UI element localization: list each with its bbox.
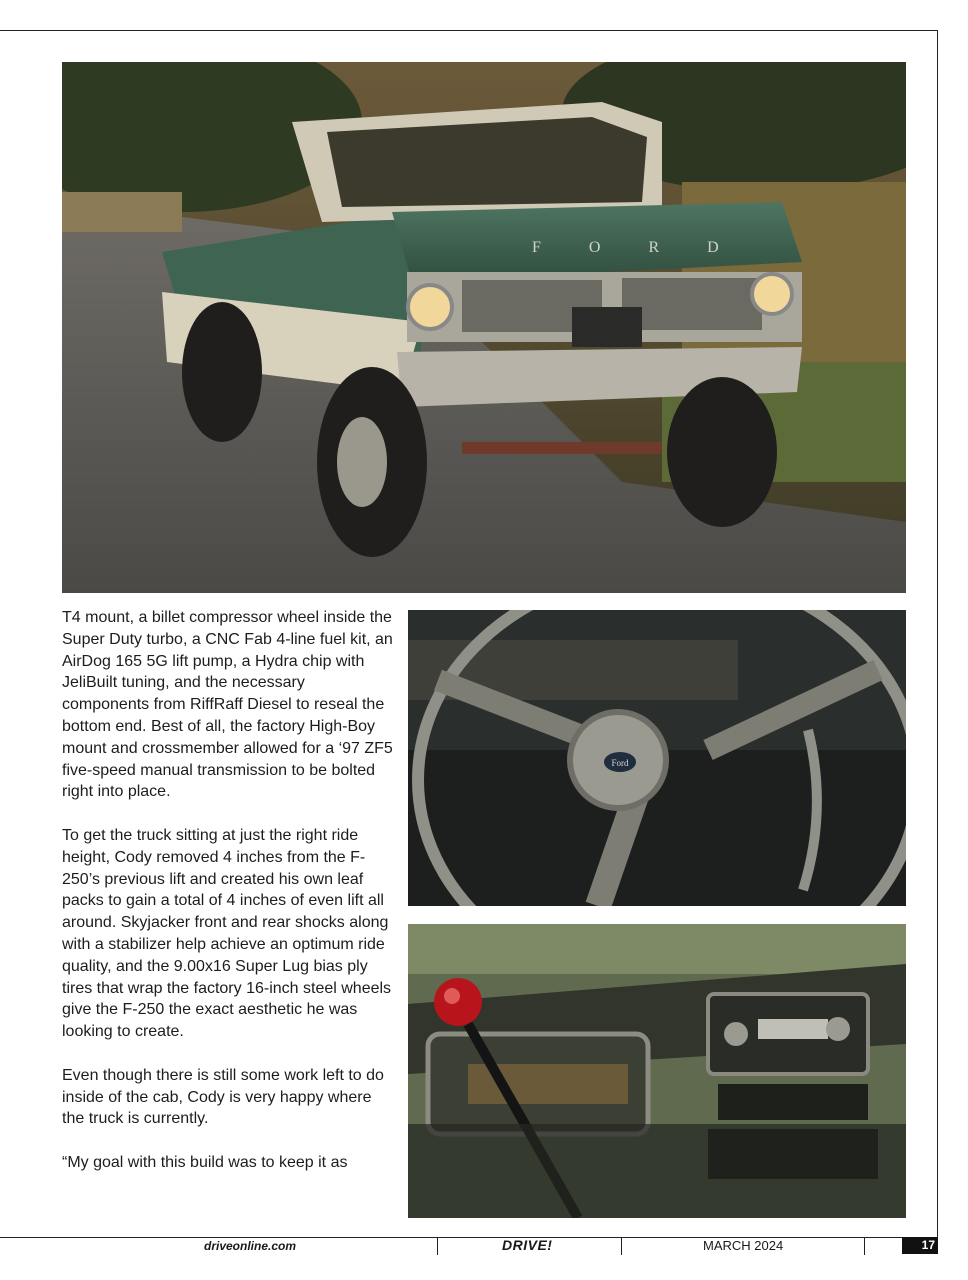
- article-paragraph: T4 mount, a billet compressor wheel inside the Super Duty turbo, a CNC Fab 4-line fuel kit, an AirDog 165 5G lift pump, a Hydra chip with JeliBuilt tuning, and the necessary components from RiffRaff Diesel to reseal the bottom end. Best of all, the factory High-Boy mount and crossmember allowed for a ‘97 ZF5 five-speed manual transmission to be bolted right into place.: [62, 609, 393, 801]
- article-paragraph: Even though there is still some work left to do inside of the cab, Cody is very happy where the truck is currently.: [62, 1066, 384, 1128]
- article-paragraph: To get the truck sitting at just the right ride height, Cody removed 4 inches from the F-250’s previous lift and created his own leaf packs to gain a total of 4 inches of even lift all around. Skyjacker front and rear shocks along with a stabilizer help achieve an optimum ride quality, and the 9.00x16 Super Lug bias ply tires that wrap the factory 16-inch steel wheels give the F-250 the exact aesthetic he was looking to create.: [62, 826, 392, 1041]
- dashboard-photo: [408, 924, 906, 1218]
- page-footer: [0, 1237, 938, 1257]
- page-frame-right: [937, 30, 938, 1240]
- footer-divider: [437, 1237, 438, 1255]
- steering-wheel-photo: [408, 610, 906, 906]
- truck-photo: [62, 62, 906, 593]
- footer-date: MARCH 2024: [703, 1238, 784, 1253]
- article-paragraph: “My goal with this build was to keep it as: [62, 1153, 348, 1171]
- ford-badge-text: Ford: [611, 758, 629, 768]
- page-number: 17: [902, 1237, 938, 1254]
- footer-brand-logo: DRIVE!: [502, 1237, 553, 1253]
- footer-divider: [864, 1237, 865, 1255]
- footer-divider: [621, 1237, 622, 1255]
- footer-site: driveonline.com: [204, 1239, 297, 1253]
- page-frame-top: [0, 30, 938, 31]
- article-body: [62, 607, 394, 1196]
- hood-lettering: F O R D: [532, 239, 741, 256]
